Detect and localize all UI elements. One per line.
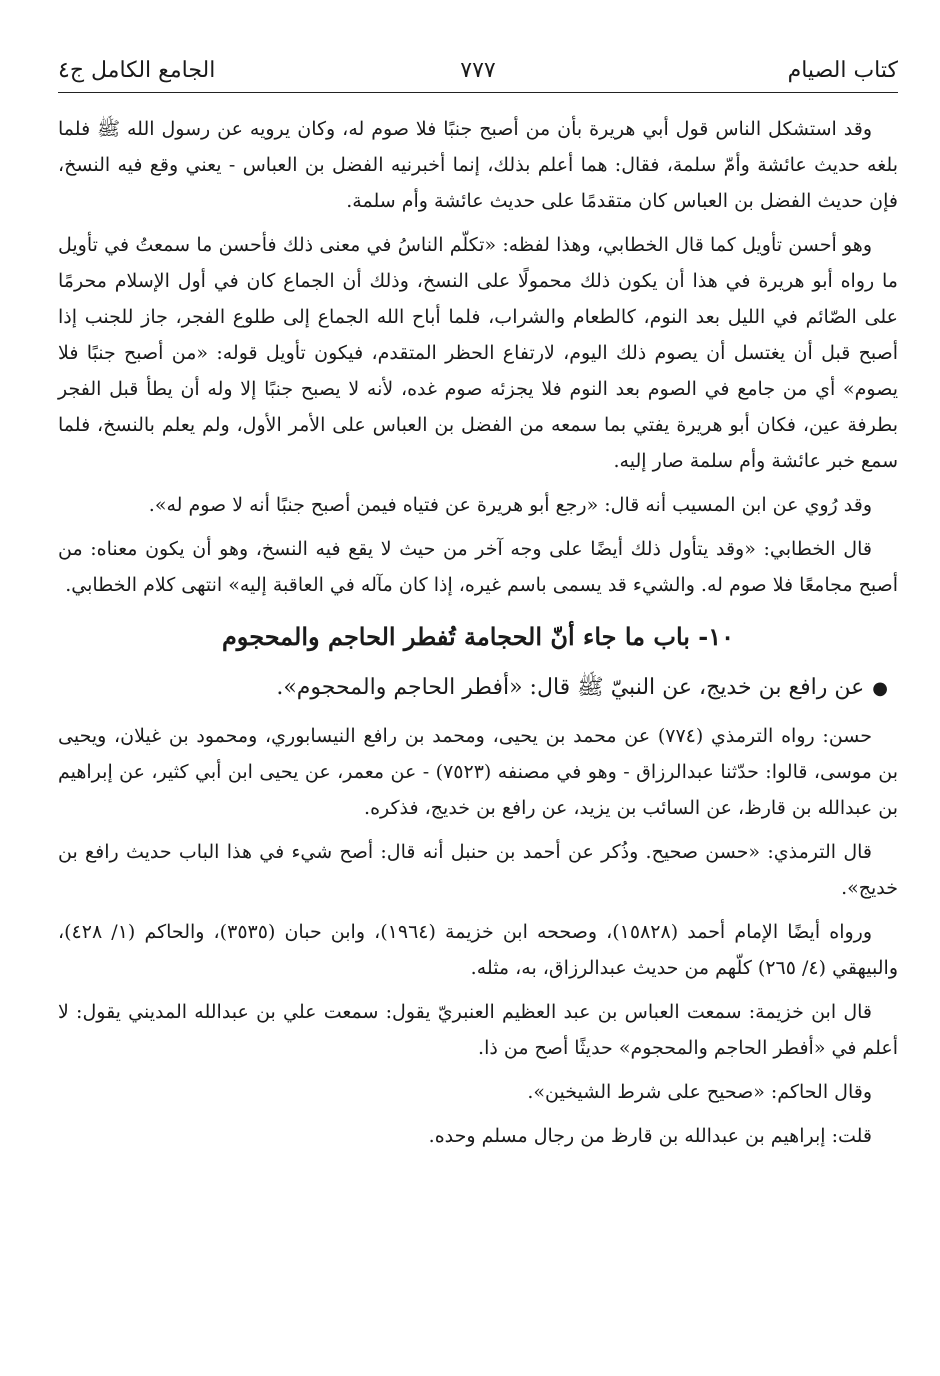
note-ibn-khuzayma: قال ابن خزيمة: سمعت العباس بن عبد العظيم العنبريّ يقول: سمعت علي بن عبدالله المديني يقول: لا أعلم في «أفطر الحاجم والمحجوم» حديثًا أصح من ذا. xyxy=(58,1001,898,1059)
book-section-title: كتاب الصيام xyxy=(787,58,898,83)
note-other-narrations: ورواه أيضًا الإمام أحمد (١٥٨٢٨)، وصححه ابن خزيمة (١٩٦٤)، وابن حبان (٣٥٣٥)، والحاكم (١/ ٤٢٨)، والبيهقي (٤/ ٢٦٥) كلّهم من حديث عبدالرزاق، به، مثله. xyxy=(58,921,898,979)
note-takhrij: حسن: رواه الترمذي (٧٧٤) عن محمد بن يحيى، ومحمد بن رافع النيسابوري، ومحمود بن غيلان، ويحيى بن موسى، قالوا: حدّثنا عبدالرزاق - وهو في مصنفه (٧٥٢٣) - عن معمر، عن يحيى ابن أبي كثير، عن إبراهيم بن عبدالله بن قارظ، عن السائب بن يزيد، عن رافع بن خديج، فذكره. xyxy=(58,725,898,819)
note-author-comment: قلت: إبراهيم بن عبدالله بن قارظ من رجال مسلم وحده. xyxy=(428,1125,872,1147)
page xyxy=(58,52,898,1162)
note-tirmidhi: قال الترمذي: «حسن صحيح. وذُكر عن أحمد بن حنبل أنه قال: أصح شيء في هذا الباب حديث رافع بن خديج». xyxy=(58,841,898,899)
page-body xyxy=(58,111,898,1154)
hadith-text: عن رافع بن خديج، عن النبيّ ﷺ قال: «أفطر الحاجم والمحجوم». xyxy=(276,675,865,700)
bullet-icon: ● xyxy=(872,678,888,699)
paragraph-khattabi-quote: وهو أحسن تأويل كما قال الخطابي، وهذا لفظه: «تكلّم الناسُ في معنى ذلك فأحسن ما سمعتُ في تأويل ما رواه أبو هريرة في هذا أن يكون ذلك محمولًا على النسخ، وذلك أن الجماع كان في أول الإسلام محرمًا على الصّائم في الليل بعد النوم، كالطعام والشراب، فلما أباح الله الجماع إلى طلوع الفجر، جاز للجنب إذا أصبح قبل أن يغتسل أن يصوم ذلك اليوم، لارتفاع الحظر المتقدم، فيكون تأويل قوله: «من أصبح جنبًا فلا يصوم» أي من جامع في الصوم بعد النوم فلا يجزئه صوم غده، لأنه لا يصبح جنبًا إلا وله أن يطأ قبل الفجر بطرفة عين، فكان أبو هريرة يفتي بما سمعه من الفضل بن العباس على الأمر الأول، ولم يعلم بالنسخ، فلما سمع خبر عائشة وأم سلمة صار إليه. xyxy=(58,234,898,472)
book-title: الجامع الكامل ج٤ xyxy=(58,58,216,83)
paragraph-ibn-musayyib: وقد رُوي عن ابن المسيب أنه قال: «رجع أبو هريرة عن فتياه فيمن أصبح جنبًا أنه لا صوم له». xyxy=(148,494,872,516)
paragraph-khattabi-second: قال الخطابي: «وقد يتأول ذلك أيضًا على وجه آخر من حيث لا يقع فيه النسخ، وهو أن يكون معناه: من أصبح مجامعًا فلا صوم له. والشيء قد يسمى باسم غيره، إذا كان مآله في العاقبة إليه» انتهى كلام الخطابي. xyxy=(58,538,898,596)
paragraph-istishkal: وقد استشكل الناس قول أبي هريرة بأن من أصبح جنبًا فلا صوم له، وكان يرويه عن رسول الله ﷺ فلما بلغه حديث عائشة وأمّ سلمة، فقال: هما أعلم بذلك، إنما أخبرنيه الفضل بن العباس - يعني وقع فيه النسخ، فإن حديث الفضل بن العباس كان متقدمًا على حديث عائشة وأم سلمة. xyxy=(58,118,898,212)
page-number: ٧٧٧ xyxy=(460,58,496,83)
hadith-text-block xyxy=(58,669,898,708)
running-header xyxy=(58,52,898,93)
chapter-heading: ١٠- باب ما جاء أنّ الحجامة تُفطر الحاجم والمحجوم xyxy=(221,622,735,651)
note-hakim: وقال الحاكم: «صحيح على شرط الشيخين». xyxy=(527,1081,872,1103)
